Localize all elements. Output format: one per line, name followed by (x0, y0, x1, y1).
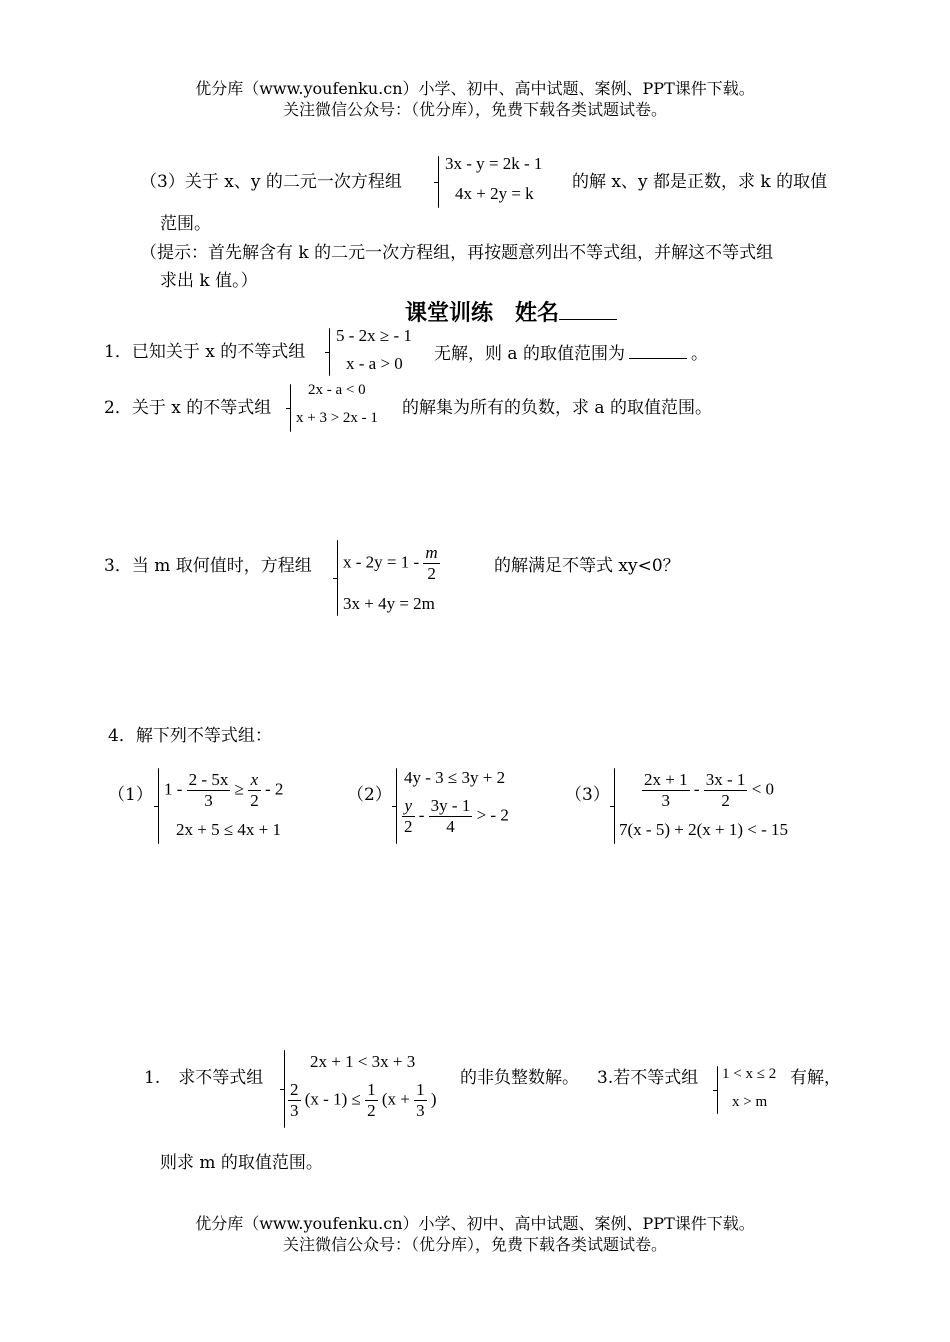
problem-4-2-frac1-num: y (402, 796, 415, 817)
problem-4-3-brace (614, 768, 615, 844)
problem-4-3-label: （3） (565, 785, 610, 805)
problem-2-number: 2． (104, 398, 132, 418)
problem-5-frac1-num: 2 (290, 1080, 299, 1099)
problem-2-ineq1: 2x - a < 0 (308, 382, 366, 398)
header-line-1: 优分库（www.youfenku.cn）小学、初中、高中试题、案例、PPT课件下载。 (195, 79, 755, 98)
footer-line-2: 关注微信公众号：（优分库），免费下载各类试题试卷。 (282, 1235, 667, 1254)
problem-4-2-label: （2） (347, 785, 392, 805)
problem-5-frac1 (288, 1080, 301, 1121)
problem-6-text-cont: 则求 m 的取值范围。 (160, 1153, 323, 1173)
prev-problem-hint-2: 求出 k 值。） (160, 271, 258, 291)
problem-1-number: 1． (104, 342, 132, 362)
problem-4-1-label: （1） (108, 785, 153, 805)
prev-problem-text-before: 关于 x、y 的二元一次方程组 (184, 172, 402, 192)
problem-5-frac2-den: 2 (367, 1101, 376, 1120)
problem-4-1-frac1-den: 3 (204, 791, 213, 810)
prev-problem-brace (438, 156, 439, 208)
name-blank[interactable] (559, 297, 617, 320)
problem-1-answer-blank[interactable] (629, 341, 687, 359)
problem-4-2-line1: 4y - 3 ≤ 3y + 2 (404, 768, 506, 787)
problem-2-brace (290, 384, 291, 432)
problem-4-1-l1-a: 1 - (164, 779, 183, 799)
problem-4-1-frac2-num: x (248, 770, 261, 791)
problem-4-1-l1-b: ≥ (234, 779, 244, 799)
section-title (405, 297, 617, 328)
problem-5-line1: 2x + 1 < 3x + 3 (310, 1052, 416, 1071)
footer-line-1: 优分库（www.youfenku.cn）小学、初中、高中试题、案例、PPT课件下载。 (195, 1214, 755, 1233)
problem-3-eq1-left: x - 2y = 1 - (343, 552, 420, 572)
prev-problem-text-after: 的解 x、y 都是正数，求 k 的取值 (572, 172, 828, 192)
prev-problem-eq2: 4x + 2y = k (455, 184, 534, 203)
footer (0, 1213, 950, 1255)
problem-6-number: 3. (597, 1068, 614, 1088)
problem-4-2-line2 (402, 796, 509, 837)
problem-1-text-after-wrap (434, 341, 708, 365)
problem-4-1-frac1-num: 2 - 5x (188, 770, 229, 789)
problem-4-2-frac2-den: 4 (446, 817, 455, 836)
problem-4-2-brace (396, 768, 397, 844)
prev-problem-text-cont: 范围。 (160, 214, 211, 234)
problem-3-intro (104, 555, 312, 577)
problem-4-3-frac2-den: 2 (721, 791, 730, 810)
problem-6-line2: x > m (732, 1094, 768, 1110)
problem-4-2-frac2 (429, 796, 473, 837)
problem-5-frac3 (414, 1080, 427, 1121)
problem-3-brace (337, 540, 338, 616)
problem-3-eq2: 3x + 4y = 2m (343, 594, 435, 613)
problem-4-3-line1 (642, 770, 774, 811)
problem-4-2-frac1-den: 2 (404, 817, 413, 836)
problem-1-text-after: 无解，则 a 的取值范围为 (434, 344, 625, 364)
problem-1-ineq2: x - a > 0 (346, 354, 403, 373)
problem-5-number: 1. (144, 1068, 161, 1088)
problem-4-1-line2: 2x + 5 ≤ 4x + 1 (176, 820, 282, 839)
problem-5-frac3-num: 1 (416, 1080, 425, 1099)
problem-6-intro (597, 1067, 698, 1089)
problem-6-brace (717, 1066, 718, 1114)
problem-4-2-frac1 (402, 796, 415, 837)
problem-4-3-frac1-num: 2x + 1 (644, 770, 688, 789)
problem-4-1-l1-c: - 2 (264, 779, 284, 799)
problem-5-frac3-den: 3 (416, 1101, 425, 1120)
problem-4-2-frac2-num: 3y - 1 (430, 796, 471, 815)
problem-4-1-frac2-den: 2 (250, 791, 259, 810)
problem-4-text: 解下列不等式组： (135, 726, 272, 746)
prev-problem-number: （3） (140, 172, 185, 192)
problem-2-ineq2: x + 3 > 2x - 1 (296, 410, 378, 426)
problem-3-text-after: 的解满足不等式 xy<0？ (494, 556, 680, 576)
problem-4-2-end: > - 2 (476, 805, 509, 825)
problem-3-number: 3． (104, 556, 132, 576)
problem-4-1-brace (158, 768, 159, 844)
prev-problem-hint-1: （提示：首先解含有 k 的二元一次方程组，再按题意列出不等式组，并解这不等式组 (140, 243, 774, 263)
prev-problem-line-1 (140, 171, 402, 193)
section-title-text: 课堂训练 姓名 (405, 301, 560, 326)
problem-5-mid2: (x + (381, 1089, 410, 1109)
problem-5-frac2 (365, 1080, 378, 1121)
header (0, 78, 950, 120)
problem-6-line1: 1 < x ≤ 2 (722, 1066, 777, 1082)
problem-1-brace (329, 328, 330, 376)
problem-4-3-frac1 (642, 770, 690, 811)
problem-6-text-before: 若不等式组 (613, 1068, 699, 1088)
problem-4-3-frac1-den: 3 (661, 791, 671, 810)
problem-4-1-line1 (164, 770, 283, 811)
problem-3-eq1 (343, 543, 440, 584)
problem-5-brace (284, 1050, 285, 1128)
problem-3-frac-num: m (425, 543, 438, 562)
problem-4-3-end: < 0 (751, 779, 775, 799)
problem-3-eq1-fraction (423, 543, 439, 584)
problem-5-text-after: 的非负整数解。 (460, 1068, 579, 1088)
problem-1-ineq1: 5 - 2x ≥ - 1 (336, 326, 412, 345)
problem-2-text-before: 关于 x 的不等式组 (131, 398, 272, 418)
problem-1-text-before: 已知关于 x 的不等式组 (131, 342, 306, 362)
problem-5-mid: (x - 1) ≤ (304, 1089, 361, 1109)
problem-4-intro (108, 725, 272, 747)
problem-6-text-after: 有解， (790, 1068, 841, 1088)
problem-4-1-frac1 (187, 770, 231, 811)
problem-3-frac-den: 2 (427, 564, 436, 583)
header-line-2: 关注微信公众号：（优分库），免费下载各类试题试卷。 (282, 100, 667, 119)
problem-4-2-op: - (418, 805, 425, 825)
problem-4-3-op: - (693, 779, 700, 799)
problem-5-line2 (288, 1080, 437, 1121)
problem-5-end: ) (430, 1089, 437, 1109)
problem-2-text-after: 的解集为所有的负数，求 a 的取值范围。 (402, 398, 712, 418)
problem-1-text-end: 。 (690, 344, 708, 364)
problem-4-3-frac2-num: 3x - 1 (705, 770, 746, 789)
problem-5-intro (144, 1067, 263, 1089)
problem-5-frac1-den: 3 (290, 1101, 299, 1120)
problem-4-1-frac2 (248, 770, 261, 811)
problem-4-number: 4． (108, 726, 136, 746)
problem-2-intro (104, 397, 271, 419)
problem-4-3-frac2 (704, 770, 748, 811)
problem-4-3-line2: 7(x - 5) + 2(x + 1) < - 15 (619, 820, 788, 839)
problem-1-intro (104, 341, 305, 363)
problem-5-text-before: 求不等式组 (178, 1068, 264, 1088)
prev-problem-eq1: 3x - y = 2k - 1 (445, 154, 543, 173)
problem-5-frac2-num: 1 (367, 1080, 376, 1099)
problem-3-text-before: 当 m 取何值时，方程组 (131, 556, 312, 576)
